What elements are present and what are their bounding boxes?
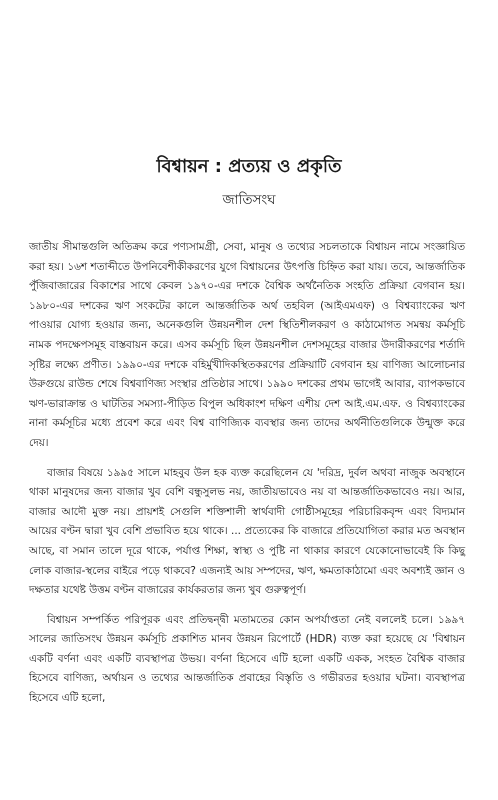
paragraph-3: বিশ্বায়ন সম্পর্কিত পরিপূরক এবং প্রতিদ্বন্দ্বী মতামতের কোন অপর্যাপ্ততা নেই বললেই চলে। ১৯৯৭ সালের জাতিসংঘ উন্নয়ন কর্মসূচি প্রকাশিত মানব উন্নয়ন রিপোর্টে (HDR) ব্যক্ত করা হয়েছে যে 'বিশ্বায়ন একটি বর্ণনা এবং একটি ব্যবস্থাপত্র উভয়। বর্ণনা হিসেবে এটি হলো একটি একক, সংহত বৈশ্বিক বাজার হিসেবে বাণিজ্য, অর্থায়ন ও তথ্যের আন্তর্জাতিক প্রবাহের বিস্তৃতি ও গভীরতর হওয়ার ঘটনা। ব্যবস্থাপত্র হিসেবে এটি হলো, [29,613,465,705]
chapter-author: জাতিসংঘ [222,192,276,208]
chapter-title: বিশ্বায়ন : প্রত্যয় ও প্রকৃতি [156,156,342,177]
paragraph-1: জাতীয় সীমান্তগুলি অতিক্রম করে পণ্যসামগ্রী, সেবা, মানুষ ও তথ্যের সচলতাকে বিশ্বায়ন নামে সংজ্ঞায়িত করা হয়। ১৬শ শতাব্দীতে উপনিবেশীকীকরণের যুগে বিশ্বায়নের উৎপত্তি চিহ্নিত করা যায়। তবে, আন্তর্জাতিক পুঁজিবাজারের বিকাশের সাথে কেবল ১৯৭০-এর দশকে বৈশ্বিক অর্থনৈতিক সংহতি প্রক্রিয়া বেগবান হয়। ১৯৮০-এর দশকের ঋণ সংকটের কালে আন্তর্জাতিক অর্থ তহবিল (আইএমএফ) ও বিশ্বব্যাংকের ঋণ পাওয়ার যোগ্য হওয়ার জন্য, অনেকগুলি উন্নয়নশীল দেশ স্থিতিশীলকরণ ও কাঠামোগত সমন্বয় কর্মসূচি নামক পদক্ষেপসমূহ বাস্তবায়ন করে। এসব কর্মসূচি ছিল উন্নয়নশীল দেশসমূহের বাজার উদারীকরণের শর্তাদি সৃষ্টির লক্ষ্যে প্রণীত। ১৯৯০-এর দশকে বহির্মুখীদিকস্থিতকরণের প্রক্রিয়াটি বেগবান হয় বাণিজ্য আলোচনার উরুগুয়ে রাউন্ড শেষে বিশ্ববাণিজ্য সংস্থার প্রতিষ্ঠার সাথে। ১৯৯০ দশকের প্রথম ভাগেই আবার, ব্যাপকভাবে ঋণ-ভারাক্রান্ত ও ঘাটতির সমস্যা-পীড়িত বিপুল অধিকাংশ দক্ষিণ এশীয় দেশ আই.এম.এফ. ও বিশ্বব্যাংকের নানা কর্মসূচির মধ্যে প্রবেশ করে এবং বিশ্ব বাণিজ্যিক ব্যবস্থার জন্য তাদের অর্থনীতিগুলিকে উন্মুক্ত করে দেয়। [29,241,465,449]
body-text [29,238,465,719]
paragraph-2: বাজার বিষয়ে ১৯৯৫ সালে মাহবুব উল হক ব্যক্ত করেছিলেন যে 'দরিদ্র, দুর্বল অথবা নাজুক অবস্থানে থাকা মানুষদের জন্য বাজার খুব বেশি বন্ধুসুলভ নয়, জাতীয়ভাবেও নয় বা আন্তর্জাতিকভাবেও নয়। আর, বাজার আদৌ মুক্ত নয়। প্রায়শই সেগুলি শক্তিশালী স্বার্থবাদী গোষ্ঠীসমূহের পরিচারিকবৃন্দ এবং বিদ্যমান আয়ের বণ্টন দ্বারা খুব বেশি প্রভাবিত হয়ে থাকে। ... প্রত্যেকের কি বাজারে প্রতিযোগিতা করার মত অবস্থান আছে, বা সমান তালে দূরে থাকে, পর্যাপ্ত শিক্ষা, স্বাস্থ্য ও পুষ্টি না থাকার কারণে যেকোনোভাবেই কি কিছু লোক বাজার-স্থলের বাইরে পড়ে থাকবে? এজন্যই আয় সম্পদের, ঋণ, ক্ষমতাকাঠামো এবং অবশ্যই জ্ঞান ও দক্ষতার যথেষ্ট উত্তম বণ্টন বাজারের কার্যকরতার জন্য খুব গুরুত্বপূর্ণ। [29,466,465,597]
